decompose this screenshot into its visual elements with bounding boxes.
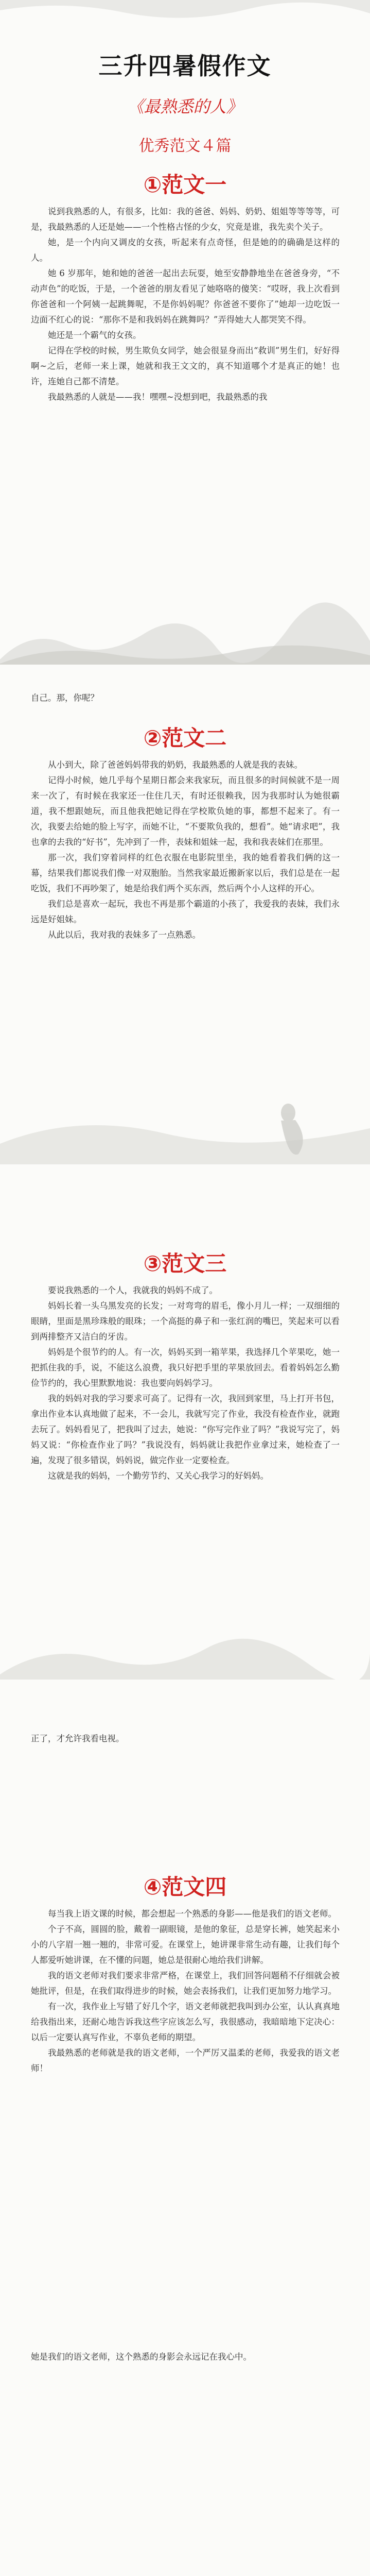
section-heading-4 bbox=[0, 1870, 370, 1901]
section-title-3: 范文三 bbox=[162, 1251, 227, 1276]
paragraph: 要说我熟悉的一个人，我就我的妈妈不成了。 bbox=[48, 1285, 218, 1295]
section-body-1 bbox=[31, 204, 340, 405]
paragraph: 我最熟悉的人就是——我！嘿嘿~没想到吧，我最熟悉的我 bbox=[48, 392, 268, 402]
section-body-2 bbox=[31, 757, 340, 943]
paragraph: 个子不高，圆圆的脸，戴着一副眼镜，是他的象征，总是穿长裤，她笑起来小小的八字眉一翘一翘的，非常可爱。在课堂上，她讲课非常生动有趣，让我们每个人都爱听她讲课，在不懂的问题，她总是很耐心地给我们讲解。 bbox=[31, 1924, 340, 1965]
section-number-4: ④ bbox=[143, 1874, 162, 1900]
paragraph: 从小到大，除了爸爸妈妈带我的奶奶，我最熟悉的人就是我的表妹。 bbox=[48, 760, 303, 770]
page-title: 三升四暑假作文 bbox=[98, 52, 272, 80]
paragraph: 有一次，我作业上写错了好几个字，语文老师就把我叫到办公室，认认真真地给我指出来，还耐心地告诉我这些字应该怎么写，我很感动，我暗暗地下定决心：以后一定要认真写作业，不辜负老师的期望。 bbox=[31, 2002, 340, 2042]
paragraph: 妈妈长着一头乌黑发亮的长发；一对弯弯的眉毛，像小月儿一样；一双细细的眼睛，里面是黑珍珠般的眼珠；一个高挺的鼻子和一张红润的嘴巴，笑起来可以看到两排整齐又洁白的牙齿。 bbox=[31, 1301, 340, 1342]
paragraph: 她还是一个霸气的女孩。 bbox=[48, 330, 142, 340]
paragraph: 记得在学校的时候，男生欺负女同学，她会很显身而出“救训”男生们，好好得啊~之后，老师一来上课，她就和我王文文的，真不知道哪个才是真正的她！也许，连她自己都不清楚。 bbox=[31, 346, 340, 386]
top-decoration bbox=[0, 0, 370, 41]
section-number-3: ③ bbox=[143, 1251, 162, 1276]
ink-figure-decoration bbox=[0, 1010, 370, 1164]
section-number-2: ② bbox=[143, 725, 162, 751]
paragraph: 这就是我的妈妈，一个勤劳节约、又关心我学习的好妈妈。 bbox=[48, 1471, 269, 1481]
section-tail-4: 她是我们的语文老师，这个熟悉的身影会永远记在我心中。 bbox=[31, 2352, 252, 2362]
paragraph: 她 6 岁那年，她和她的爸爸一起出去玩耍，她至安静静地坐在爸爸身旁，“不动声色”的吃饭，于是，一个爸爸的朋友看见了她咯咯的傻笑：“哎呀，我上次看到你爸爸和一个阿姨一起跳舞呢，不是你妈妈呢？你爸爸不要你了”她却一边吃饭一边面不红心的说：“那你不是和我妈妈在跳舞吗？”弄得她大人都哭笑不得。 bbox=[31, 268, 340, 325]
paragraph: 她，是一个内向又调皮的女孩，听起来有点奇怪，但是她的的确确是这样的人。 bbox=[31, 238, 340, 263]
paragraph: 记得小时候，她几乎每个星期日都会来我家玩，而且很多的时间候就不是一周来一次了，有时候在我家还一住住几天，有时还很赖我，因为我那时认为她很霸道，我不想跟她玩，而且他我把她记得在学校欺负她的事，都想不起来了。有一次，我要去给她的脸上写字，而她不让，“不要欺负我的，想看”。她“请求吧”，我也拿的去我的“好书”，先冲到了一件，表妹和姐妹一起，我和我表妹们在那里。 bbox=[31, 775, 340, 847]
section-number-1: ① bbox=[143, 172, 162, 197]
ink-landscape-decoration bbox=[0, 598, 370, 665]
section-tail-3: 正了，才允许我看电视。 bbox=[31, 1734, 125, 1743]
section-body-3 bbox=[31, 1283, 340, 1484]
essay-count-label: 优秀范文４篇 bbox=[138, 137, 232, 155]
ink-landscape-decoration bbox=[0, 1607, 370, 1680]
section-title-4: 范文四 bbox=[162, 1874, 227, 1900]
paragraph: 说到我熟悉的人，有很多，比如：我的爸爸、妈妈、奶奶、姐姐等等等等，可是，我最熟悉的人还是她——一个性格古怪的少女，究竟是谁，我先卖个关子。 bbox=[31, 207, 340, 232]
paragraph: 妈妈是个很节约的人。有一次，妈妈买到一箱苹果，我选择几个苹果吃，她一把抓住我的手，说，不能这么浪费，我只好把手里的苹果放回去。看着妈妈怎么勤俭节约的，我心里默默地说：我也要向妈妈学习。 bbox=[31, 1347, 340, 1388]
paragraph: 我们总是喜欢一起玩，我也不再是那个霸道的小孩了，我爱我的表妹，我们永远是好姐妹。 bbox=[31, 899, 340, 924]
paragraph: 那一次，我们穿着同样的红色衣服在电影院里坐，我的她看着我们俩的这一幕，结果我们都说我们像一对双胞胎。当然我家最近搬新家以后，我们总是在一起吃饭，我们不再吵架了，她是给我们两个买东西，然后两个小人这样的开心。 bbox=[31, 853, 340, 893]
section-heading-2 bbox=[0, 721, 370, 752]
paragraph: 从此以后，我对我的表妹多了一点熟悉。 bbox=[48, 930, 201, 940]
paragraph: 我最熟悉的老师就是我的语文老师，一个严厉又温柔的老师，我爱我的语文老师！ bbox=[31, 2048, 340, 2073]
paragraph: 我的语文老师对我们要求非常严格，在课堂上，我们回答问题稍不仔细就会被她批评，但是，在我们取得进步的时候，她会表扬我们，让我们更加努力地学习。 bbox=[31, 1971, 340, 1996]
paragraph: 每当我上语文课的时候，都会想起一个熟悉的身影——他是我们的语文老师。 bbox=[48, 1909, 337, 1919]
section-title-1: 范文一 bbox=[162, 172, 227, 197]
section-heading-1 bbox=[0, 168, 370, 199]
page-subtitle: 《最熟悉的人》 bbox=[127, 97, 243, 116]
section-body-4 bbox=[31, 1906, 340, 2076]
section-heading-3 bbox=[0, 1247, 370, 1278]
section-title-2: 范文二 bbox=[162, 725, 227, 751]
section-tail-1: 自己。那，你呢？ bbox=[31, 693, 99, 703]
paragraph: 我的妈妈对我的学习要求可高了。记得有一次，我回到家里，马上打开书包，拿出作业本认真地做了起来，不一会儿，我就写完了作业，我没有检查作业，就跑去玩了。妈妈看见了，把我叫了过去，她说：“你写完作业了吗？”我说写完了，妈妈又说：“你检查作业了吗？”我说没有，妈妈就让我把作业拿过来，她检查了一遍，发现了很多错误，妈妈说，做完作业一定要检查。 bbox=[31, 1394, 340, 1465]
